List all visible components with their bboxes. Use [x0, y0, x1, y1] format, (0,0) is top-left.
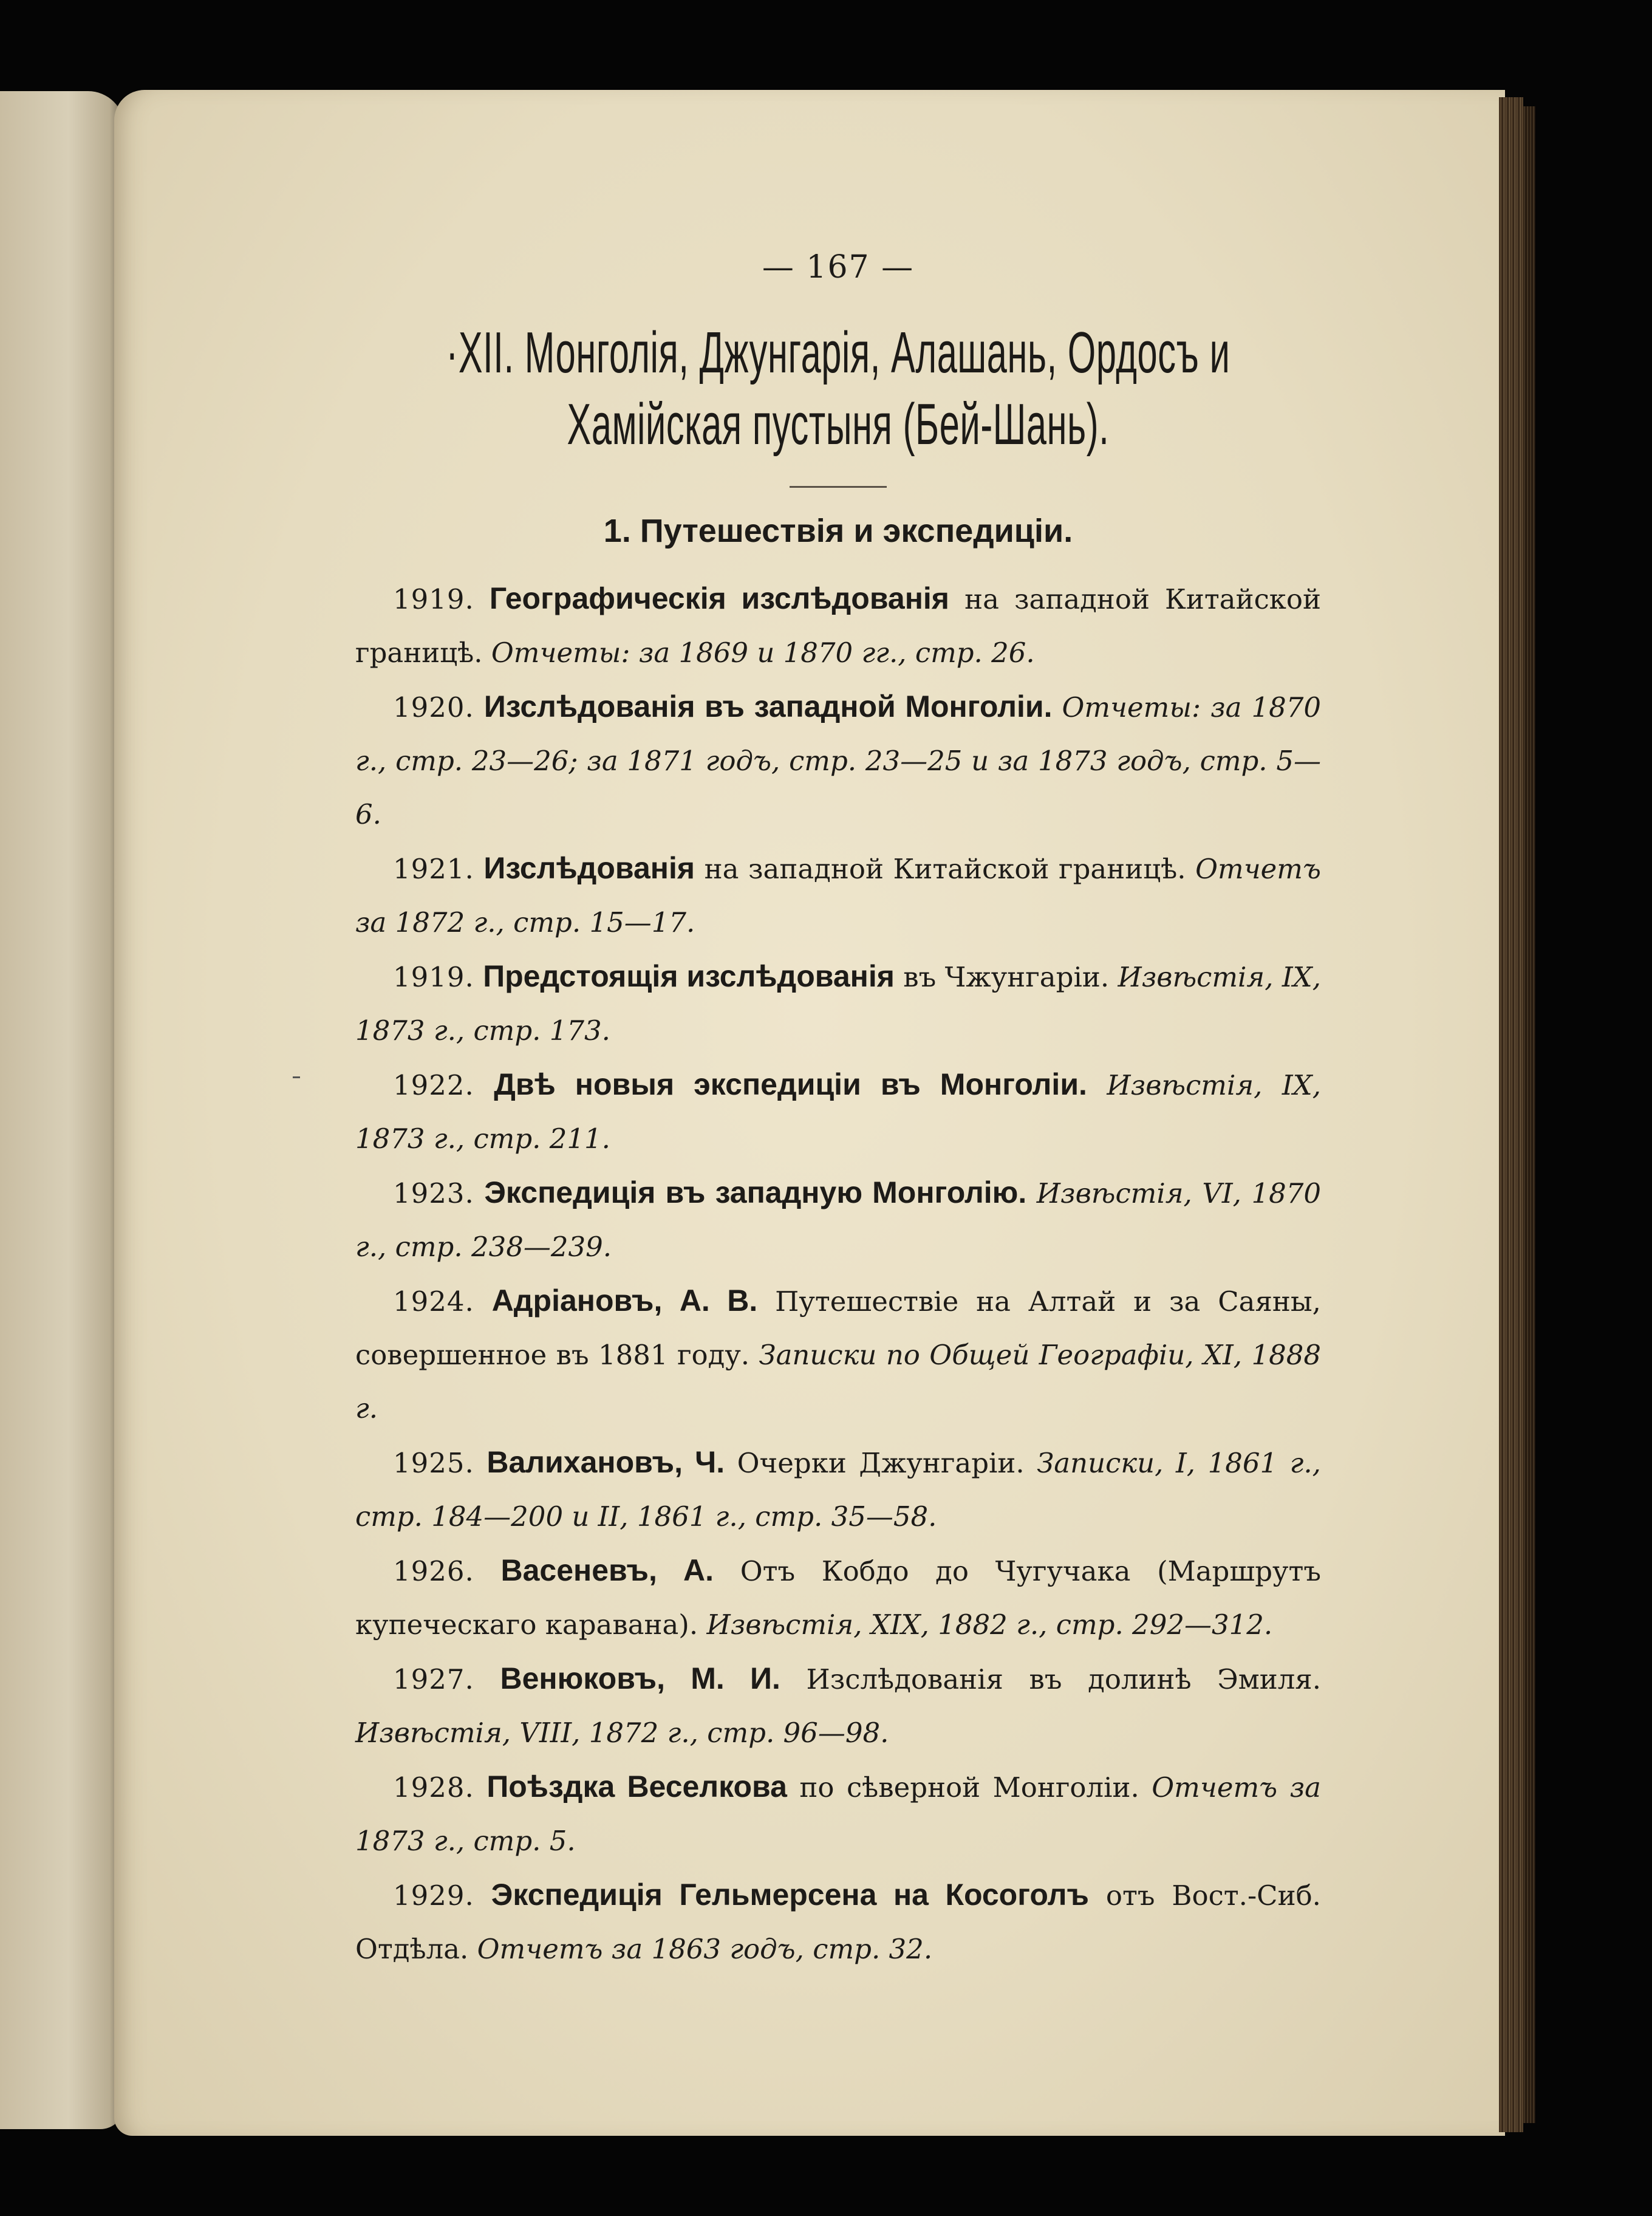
- entry-number: 1929.: [393, 1879, 474, 1912]
- entry-heading: Изслѣдованія въ западной Монголіи.: [483, 689, 1053, 723]
- entry-heading: Изслѣдованія: [483, 851, 695, 885]
- entry-body: Отъ Кобдо до Чугучака (Маршрутъ купеческаго каравана).: [355, 1555, 1322, 1641]
- entry-number: 1927.: [393, 1663, 474, 1695]
- entry-body: отъ Вост.-Сиб. Отдѣла.: [355, 1879, 1321, 1965]
- entry-number: 1928.: [393, 1771, 474, 1804]
- entry-body: по сѣверной Монголіи.: [787, 1771, 1152, 1804]
- entry-reference: Отчетъ за 1863 годъ, стр. 32.: [477, 1933, 933, 1965]
- entry-body: Изслѣдованія въ долинѣ Эмиля.: [780, 1663, 1321, 1695]
- page-edges: [1499, 97, 1523, 2132]
- entry-number: 1926.: [393, 1555, 474, 1587]
- page-content: [355, 249, 1321, 1976]
- entry-body: на западной Китайской границѣ.: [695, 853, 1196, 885]
- entry-number: 1920.: [393, 691, 474, 723]
- book-cover-edge: [1523, 106, 1535, 2123]
- page-number: — 167 —: [762, 249, 915, 286]
- list-item: [355, 841, 1321, 949]
- entry-body: [1087, 1069, 1107, 1101]
- entry-heading: Валихановъ, Ч.: [486, 1445, 725, 1479]
- list-item: [355, 1868, 1321, 1976]
- entry-heading: Географическія изслѣдованія: [489, 581, 949, 615]
- list-item: [355, 1166, 1321, 1274]
- list-item: [355, 572, 1321, 680]
- list-item: [355, 1274, 1321, 1435]
- entry-heading: Экспедиція въ западную Монголію.: [484, 1175, 1027, 1209]
- entry-heading: Венюковъ, М. И.: [500, 1661, 780, 1695]
- entry-number: 1922.: [393, 1069, 474, 1101]
- ink-speck: [293, 1076, 300, 1078]
- entry-number: 1919.: [393, 961, 474, 993]
- entry-reference: Отчетъ за 1872 г., стр. 15—17.: [355, 853, 1321, 939]
- entry-reference: Отчеты: за 1870 г., стр. 23—26; за 1871 годъ, стр. 23—25 и за 1873 годъ, стр. 5—6.: [355, 691, 1321, 830]
- entry-body: Путешествіе на Алтай и за Саяны, совершенное въ 1881 году.: [355, 1285, 1321, 1371]
- entry-number: 1925.: [393, 1447, 474, 1479]
- entry-number: 1921.: [393, 853, 474, 885]
- section-title: 1. Путешествія и экспедиціи.: [603, 513, 1073, 549]
- entry-reference: Отчеты: за 1869 и 1870 гг., стр. 26.: [491, 637, 1035, 669]
- entry-body: [1026, 1177, 1037, 1209]
- entry-reference: Извѣстія, VIII, 1872 г., стр. 96—98.: [355, 1717, 889, 1749]
- list-item: [355, 949, 1321, 1058]
- entry-reference: Извѣстія, XIX, 1882 г., стр. 292—312.: [706, 1609, 1273, 1641]
- list-item: [355, 1435, 1321, 1544]
- entry-body: Очерки Джунгаріи.: [725, 1447, 1037, 1479]
- entry-body: въ Чжунгаріи.: [894, 961, 1118, 993]
- title-divider: [790, 486, 887, 488]
- entry-reference: Извѣстія, IX, 1873 г., стр. 211.: [355, 1069, 1322, 1155]
- entry-heading: Двѣ новыя экспедиціи въ Монголіи.: [494, 1067, 1087, 1101]
- entry-number: 1923.: [393, 1177, 474, 1209]
- chapter-title: ·XII. Монголія, Джунгарія, Алашань, Ордосъ и Хамійская пустыня (Бей-Шань).: [446, 320, 1230, 457]
- entry-reference: Извѣстія, VI, 1870 г., стр. 238—239.: [355, 1177, 1321, 1263]
- entry-heading: Предстоящія изслѣдованія: [483, 959, 895, 993]
- list-item: [355, 1652, 1321, 1760]
- entry-reference: Записки, I, 1861 г., стр. 184—200 и II, 1861 г., стр. 35—58.: [355, 1447, 1321, 1533]
- entry-body: [1053, 691, 1062, 723]
- list-item: [355, 1058, 1321, 1166]
- entry-reference: Отчетъ за 1873 г., стр. 5.: [355, 1771, 1321, 1857]
- entry-heading: Адріановъ, А. В.: [491, 1284, 758, 1318]
- facing-page: [0, 91, 125, 2129]
- entry-number: 1919.: [393, 583, 474, 615]
- list-item: [355, 1760, 1321, 1868]
- list-item: [355, 1544, 1321, 1652]
- entry-reference: Записки по Общей Географіи, XI, 1888 г.: [355, 1339, 1321, 1424]
- entry-body: на западной Китайской границѣ.: [355, 583, 1321, 669]
- entry-number: 1924.: [393, 1285, 474, 1318]
- bibliography-list: [355, 572, 1321, 1976]
- entry-heading: Васеневъ, А.: [500, 1553, 714, 1587]
- entry-reference: Извѣстія, IX, 1873 г., стр. 173.: [355, 961, 1321, 1047]
- entry-heading: Поѣздка Веселкова: [486, 1770, 787, 1804]
- list-item: [355, 680, 1321, 841]
- entry-heading: Экспедиція Гельмерсена на Косоголъ: [491, 1878, 1089, 1912]
